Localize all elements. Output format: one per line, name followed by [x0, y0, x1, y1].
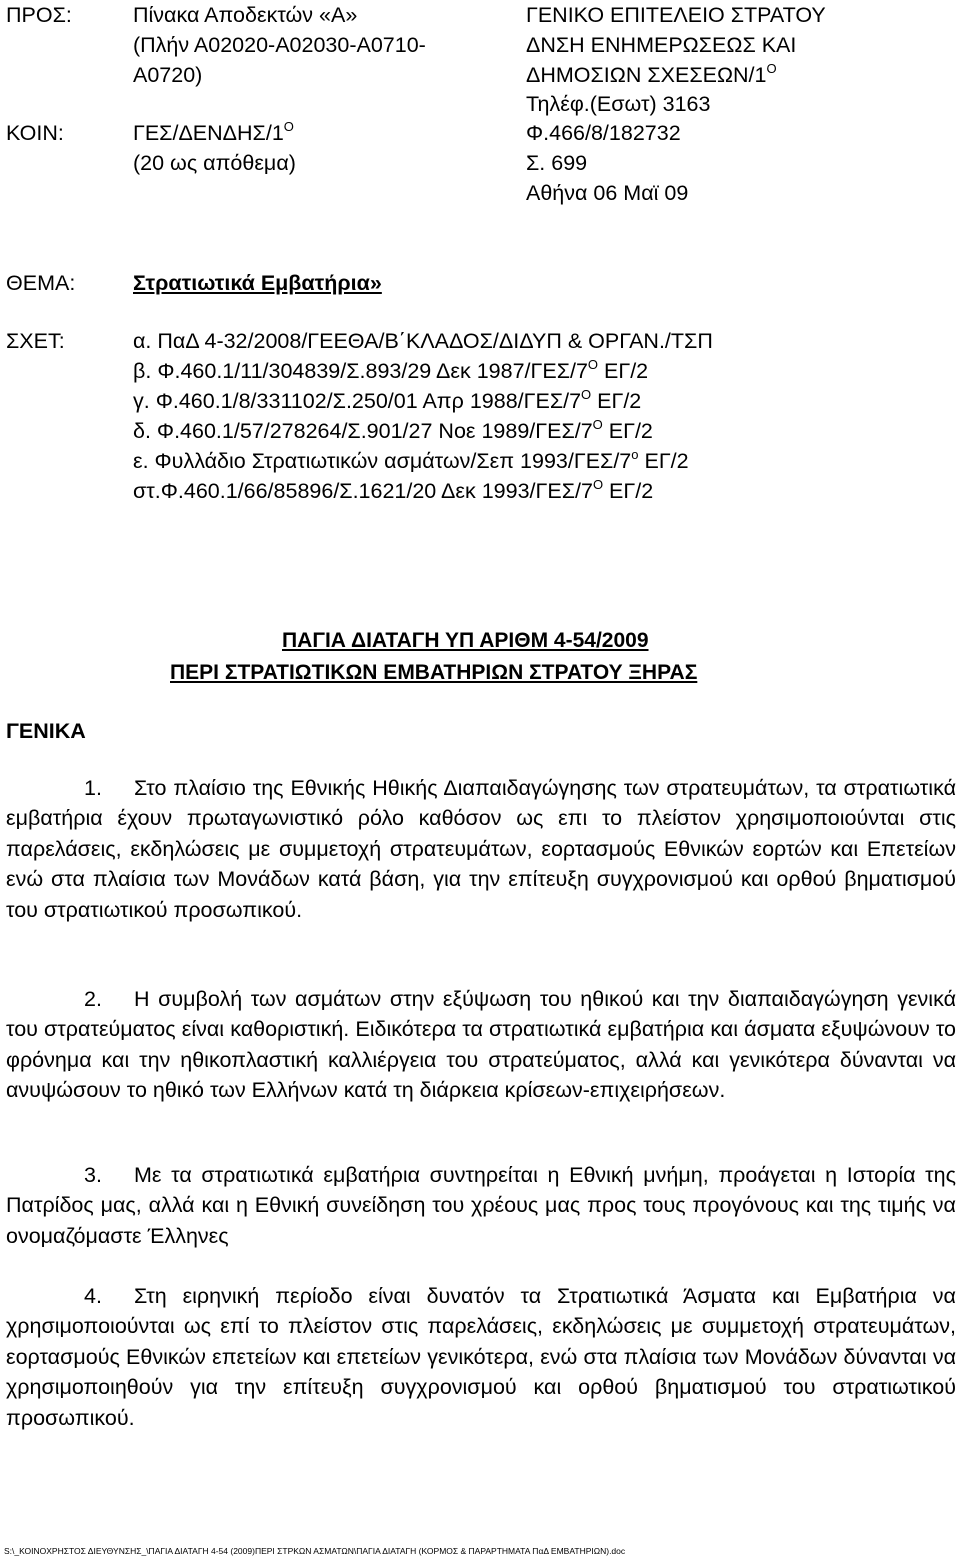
subject-text: Στρατιωτικά Εμβατήρια»	[133, 271, 382, 295]
to-label: ΠΡΟΣ:	[6, 3, 72, 27]
sender-line-2: ΔΝΣΗ ΕΝΗΜΕΡΩΣΕΩΣ ΚΑΙ	[526, 33, 797, 57]
phone: Τηλέφ.(Εσωτ) 3163	[526, 92, 711, 116]
to-line-1: Πίνακα Αποδεκτών «Α»	[133, 3, 358, 27]
paragraph-number: 4.	[84, 1284, 102, 1308]
sender-line-3: ΔΗΜΟΣΙΩΝ ΣΧΕΣΕΩΝ/$1^O$	[526, 61, 777, 87]
place-date: Αθήνα 06 Μαϊ 09	[526, 181, 689, 205]
to-line-3: Α0720)	[133, 63, 203, 87]
reference-item: στ.Φ.460.1/66/85896/Σ.1621/20 Δεκ $1993/\Gamma E\Sigma/7^O$ ΕΓ/2	[133, 477, 654, 503]
document-title-line-2: ΠΕΡΙ ΣΤΡΑΤΙΩΤΙΚΩΝ ΕΜΒΑΤΗΡΙΩΝ ΣΤΡΑΤΟΥ ΞΗΡΑΣ	[170, 661, 698, 684]
cc-label: ΚΟΙΝ:	[6, 121, 64, 145]
references-label: ΣΧΕΤ:	[6, 329, 65, 353]
paragraph-number: 2.	[84, 987, 102, 1011]
paragraph-4: 4. Στη ειρηνική περίοδο είναι δυνατόν τα Στρατιωτικά Άσματα και Εμβατήρια να χρησιμοποιούνται ως επί το πλείστον στις παρελάσεις, εκδηλώσεις με συμμετοχή στρατευμάτων, εορτασμούς Εθνικών επετείων και επετείων γενικότερα, ενώ στα πλαίσια των Μονάδων δύνανται να χρησιμοποιηθούν για την επίτευξη συγχρονισμού και ορθού βηματισμού του στρατιωτικού προσωπικού.	[6, 1281, 956, 1433]
reference-item: ε. Φυλλάδιο Στρατιωτικών ασμάτων/Σεπ $1993/\Gamma E\Sigma/7^o$ ΕΓ/2	[133, 447, 689, 473]
file-path-footer: S:\_ΚΟΙΝΟΧΡΗΣΤΟΣ ΔΙΕΥΘΥΝΣΗΣ_\ΠΑΓΙΑ ΔΙΑΤΑΓΗ 4-54 (2009)ΠΕΡΙ ΣΤΡΚΩΝ ΑΣΜΑΤΩΝ\ΠΑΓΙΑ ΔΙΑΤΑΓΗ (ΚΟΡΜΟΣ & ΠΑΡΑΡΤΗΜΑΤΑ ΠαΔ ΕΜΒΑΤΗΡΙΩΝ).doc	[4, 1546, 626, 1556]
section-heading: ΓΕΝΙΚΑ	[6, 719, 86, 743]
reference-item: γ. Φ.460.1/8/331102/Σ.250/01 Απρ $1988/\Gamma E\Sigma/7^O$ ΕΓ/2	[133, 387, 642, 413]
reference-item: δ. Φ.460.1/57/278264/Σ.901/27 Νοε $1989/\Gamma E\Sigma/7^O$ ΕΓ/2	[133, 417, 653, 443]
cc-line-1: ΓΕΣ/$\Delta EN\Delta H\Sigma/1^O$	[133, 119, 294, 145]
serial-number: Σ. 699	[526, 151, 588, 175]
file-number: Φ.466/8/182732	[526, 121, 681, 145]
sender-line-1: ΓΕΝΙΚΟ ΕΠΙΤΕΛΕΙΟ ΣΤΡΑΤΟΥ	[526, 3, 826, 27]
to-line-2: (Πλήν Α02020-Α02030-Α0710-	[133, 33, 426, 57]
paragraph-1: 1. Στο πλαίσιο της Εθνικής Ηθικής Διαπαιδαγώγησης των στρατευμάτων, τα στρατιωτικά εμβατήρια έχουν πρωταγωνιστικό ρόλο καθόσον ως επι το πλείστον χρησιμοποιούνται στις παρελάσεις, εκδηλώσεις με συμμετοχή στρατευμάτων, εορτασμούς Εθνικών εορτών και Επετείων ενώ στα πλαίσια των Μονάδων κατά βάση, για την επίτευξη συγχρονισμού και ορθού βηματισμού του στρατιωτικού προσωπικού.	[6, 773, 956, 925]
paragraph-2: 2. Η συμβολή των ασμάτων στην εξύψωση του ηθικού και την διαπαιδαγώγηση γενικά του στρατεύματος είναι καθοριστική. Ειδικότερα τα στρατιωτικά εμβατήρια και άσματα εξυψώνουν το φρόνημα και την ηθικοπλαστική καλλιέργεια του στρατεύματος, αλλά και γενικότερα δύνανται να ανυψώσουν το ηθικό των Ελλήνων κατά τη διάρκεια κρίσεων-επιχειρήσεων.	[6, 984, 956, 1106]
paragraph-number: 1.	[84, 776, 102, 800]
reference-item: α. ΠαΔ 4-32/2008/ΓΕΕΘΑ/Β΄ΚΛΑΔΟΣ/ΔΙΔΥΠ & ΟΡΓΑΝ./ΤΣΠ	[133, 329, 713, 353]
paragraph-number: 3.	[84, 1163, 102, 1187]
reference-item: β. Φ.460.1/11/304839/Σ.893/29 Δεκ $1987/\Gamma E\Sigma/7^O$ ΕΓ/2	[133, 357, 649, 383]
document-title-line-1: ΠΑΓΙΑ ΔΙΑΤΑΓΗ ΥΠ ΑΡΙΘΜ 4-54/2009	[282, 629, 649, 652]
paragraph-3: 3. Με τα στρατιωτικά εμβατήρια συντηρείται η Εθνική μνήμη, προάγεται η Ιστορία της Πατρίδος μας, αλλά και η Εθνική συνείδηση του χρέους μας προς τους προγόνους και της τιμής να ονομαζόμαστε Έλληνες	[6, 1160, 956, 1251]
subject-label: ΘΕΜΑ:	[6, 271, 76, 295]
cc-line-2: (20 ως απόθεμα)	[133, 151, 296, 175]
